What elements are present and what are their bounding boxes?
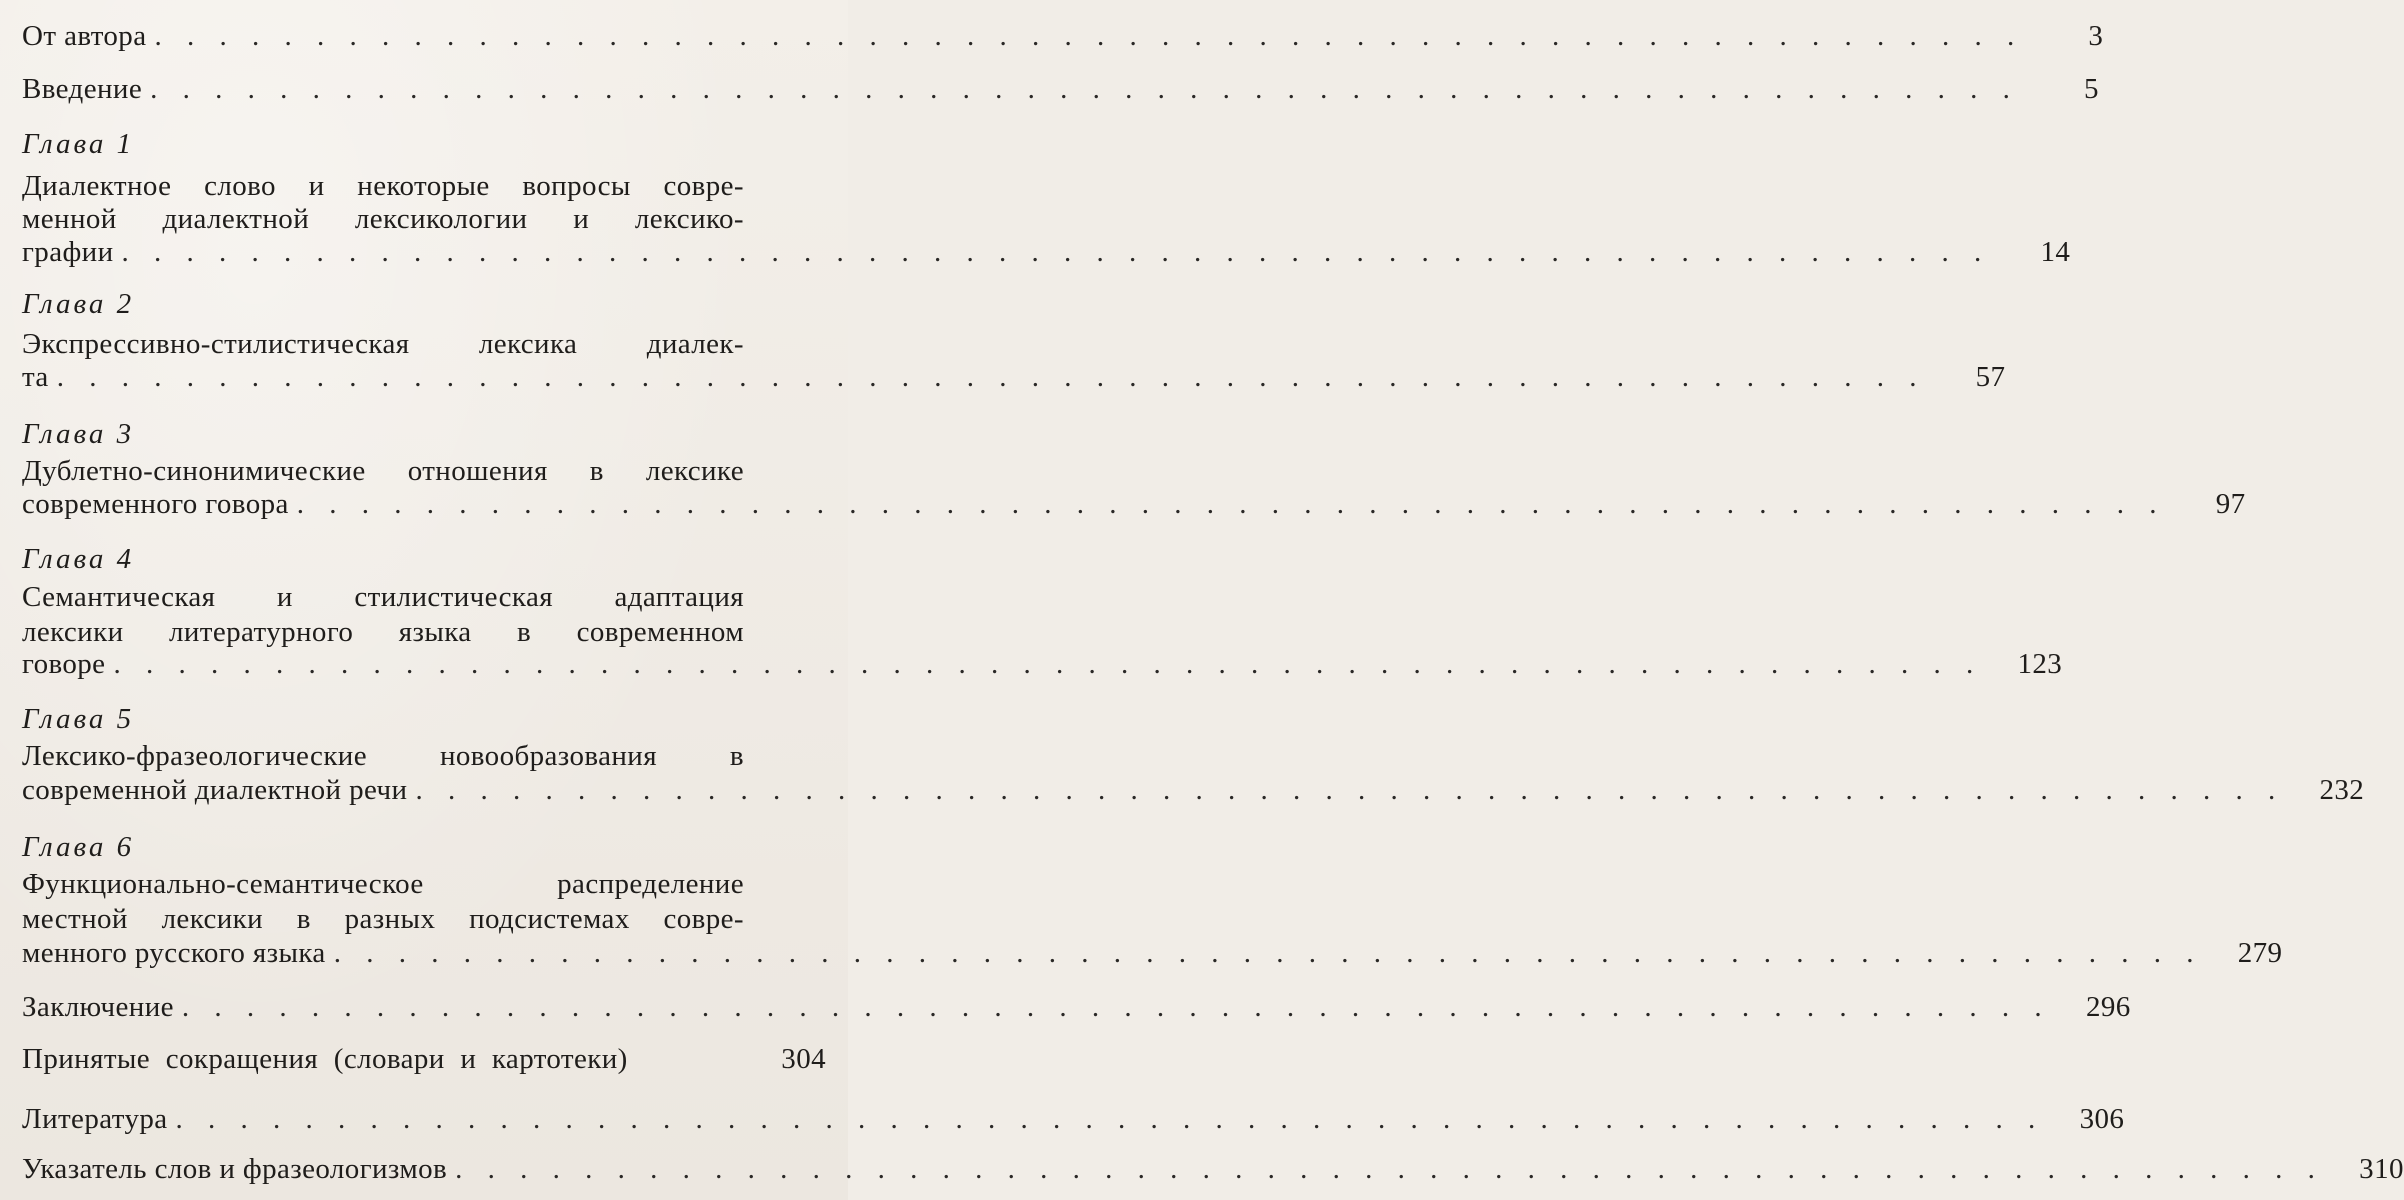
word: вопросы <box>522 170 631 202</box>
page-number: 279 <box>2237 937 2283 969</box>
word: стилистическая <box>354 581 553 613</box>
page-number: 57 <box>1975 361 2006 393</box>
dot-leader: . . . . . . . . . . . . . . . . . . . . . . . . . . . . . . . . . . . . . . . . . . . . . . . . . . . . . . . . . . <box>181 991 2051 1023</box>
word: разных <box>344 903 436 935</box>
toc-entry-ch3[interactable] <box>22 488 2246 520</box>
page-number: 3 <box>2088 20 2104 52</box>
word: новообразования <box>439 740 657 772</box>
toc-entry-index[interactable] <box>22 1153 2404 1185</box>
word: языка <box>398 616 472 648</box>
entry-title: Литература <box>22 1103 168 1135</box>
chapter-label-4: Глава 4 <box>22 543 135 575</box>
toc-entry-ch1-line1[interactable] <box>22 172 744 201</box>
toc-entry-conclusion[interactable] <box>22 991 2131 1023</box>
toc-entry-abbreviations[interactable] <box>22 1045 826 1074</box>
toc-entry-ch3-line1[interactable] <box>22 457 744 486</box>
word: современном <box>576 616 744 648</box>
word: слово <box>204 170 276 202</box>
page-number: 14 <box>2040 236 2071 268</box>
word: распределение <box>557 868 744 900</box>
toc-entry-ch1[interactable] <box>22 236 2071 268</box>
dot-leader: . . . . . . . . . . . . . . . . . . . . . . . . . . . . . . . . . . . . . . . . . . . . . . . . . . . . . . . . . . <box>333 937 2203 969</box>
toc-entry-ch1-line2[interactable] <box>22 205 744 234</box>
word: лексике <box>645 455 744 487</box>
toc-entry-intro[interactable] <box>22 73 2099 105</box>
chapter-label-1: Глава 1 <box>22 128 135 160</box>
page-number: 310 <box>2359 1153 2404 1185</box>
toc-entry-ch6-line1[interactable] <box>22 870 744 899</box>
toc-entry-ch6-line2[interactable] <box>22 905 744 934</box>
toc-entry-ch6[interactable] <box>22 937 2283 969</box>
chapter-label-2: Глава 2 <box>22 288 135 320</box>
toc-entry-ch2[interactable] <box>22 361 2006 393</box>
word: в <box>589 455 604 487</box>
dot-leader: . . . . . . . . . . . . . . . . . . . . . . . . . . . . . . . . . . . . . . . . . . . . . . . . . . . . . . . . . . <box>56 361 1926 393</box>
word: литературного <box>168 616 354 648</box>
toc-entry-author[interactable] <box>22 20 2104 52</box>
word: лексики <box>161 903 264 935</box>
word: местной <box>22 903 128 935</box>
entry-title: Указатель слов и фразеологизмов <box>22 1153 448 1185</box>
entry-title: графии <box>22 236 114 268</box>
word: Экспрессивно-стилистическая <box>22 328 410 360</box>
word: в <box>517 616 532 648</box>
page-number: 296 <box>2085 991 2131 1023</box>
entry-title: Принятые сокращения (словари и картотеки) <box>22 1043 628 1075</box>
word: подсистемах <box>469 903 630 935</box>
entry-title: говоре <box>22 648 106 680</box>
word: Лексико-фразеологические <box>22 740 367 772</box>
word: лексики <box>22 616 124 648</box>
dot-leader: . . . . . . . . . . . . . . . . . . . . . . . . . . . . . . . . . . . . . . . . . . . . . . . . . . . . . . . . . . <box>296 488 2166 520</box>
word: лексикологии <box>354 203 528 235</box>
entry-title: менного русского языка <box>22 937 326 969</box>
word: Семантическая <box>22 581 216 613</box>
word: и <box>308 170 325 202</box>
toc-entry-ch2-line1[interactable] <box>22 330 744 359</box>
dot-leader: . . . . . . . . . . . . . . . . . . . . . . . . . . . . . . . . . . . . . . . . . . . . . . . . . . . . . . . . . . <box>121 236 1991 268</box>
word: совре- <box>663 170 744 202</box>
word: лексика <box>478 328 578 360</box>
toc-entry-ch4-line1[interactable] <box>22 583 744 612</box>
word: в <box>729 740 744 772</box>
word: Функционально-семантическое <box>22 868 424 900</box>
word: Диалектное <box>22 170 172 202</box>
word: некоторые <box>357 170 490 202</box>
dot-leader: . . . . . . . . . . . . . . . . . . . . . . . . . . . . . . . . . . . . . . . . . . . . . . . . . . . . . . . . . . <box>113 648 1983 680</box>
entry-title: Заключение <box>22 991 174 1023</box>
word: адаптация <box>614 581 744 613</box>
page-number: 232 <box>2319 774 2365 806</box>
toc-entry-ch4-line2[interactable] <box>22 618 744 647</box>
page-number: 304 <box>781 1043 826 1075</box>
page-number: 5 <box>2083 73 2099 105</box>
chapter-label-3: Глава 3 <box>22 418 135 450</box>
toc-entry-literature[interactable] <box>22 1103 2125 1135</box>
dot-leader: . . . . . . . . . . . . . . . . . . . . . . . . . . . . . . . . . . . . . . . . . . . . . . . . . . . . . . . . . . <box>415 774 2285 806</box>
chapter-label-5: Глава 5 <box>22 703 135 735</box>
word: Дублетно-синонимические <box>22 455 366 487</box>
toc-entry-ch5[interactable] <box>22 774 2365 806</box>
word: лексико- <box>634 203 744 235</box>
entry-title: Введение <box>22 73 143 105</box>
entry-title: От автора <box>22 20 147 52</box>
toc-entry-ch4[interactable] <box>22 648 2063 680</box>
entry-title: та <box>22 361 49 393</box>
entry-title: современного говора <box>22 488 289 520</box>
page-number: 97 <box>2215 488 2246 520</box>
dot-leader: . . . . . . . . . . . . . . . . . . . . . . . . . . . . . . . . . . . . . . . . . . . . . . . . . . . . . . . . . . <box>150 73 2019 105</box>
word: отношения <box>407 455 548 487</box>
dot-leader: . . . . . . . . . . . . . . . . . . . . . . . . . . . . . . . . . . . . . . . . . . . . . . . . . . . . . . . . . . <box>154 20 2024 52</box>
word: в <box>296 903 311 935</box>
page-number: 123 <box>2017 648 2063 680</box>
word: совре- <box>663 903 744 935</box>
dot-leader: . . . . . . . . . . . . . . . . . . . . . . . . . . . . . . . . . . . . . . . . . . . . . . . . . . . . . . . . . . <box>175 1103 2045 1135</box>
toc-entry-ch5-line1[interactable] <box>22 742 744 771</box>
dot-leader: . . . . . . . . . . . . . . . . . . . . . . . . . . . . . . . . . . . . . . . . . . . . . . . . . . . . . . . . . . <box>455 1153 2324 1185</box>
word: менной <box>22 203 117 235</box>
word: и <box>573 203 590 235</box>
word: и <box>276 581 293 613</box>
chapter-label-6: Глава 6 <box>22 831 135 863</box>
word: диалек- <box>646 328 744 360</box>
page-number: 306 <box>2079 1103 2125 1135</box>
word: диалектной <box>162 203 310 235</box>
entry-title: современной диалектной речи <box>22 774 408 806</box>
